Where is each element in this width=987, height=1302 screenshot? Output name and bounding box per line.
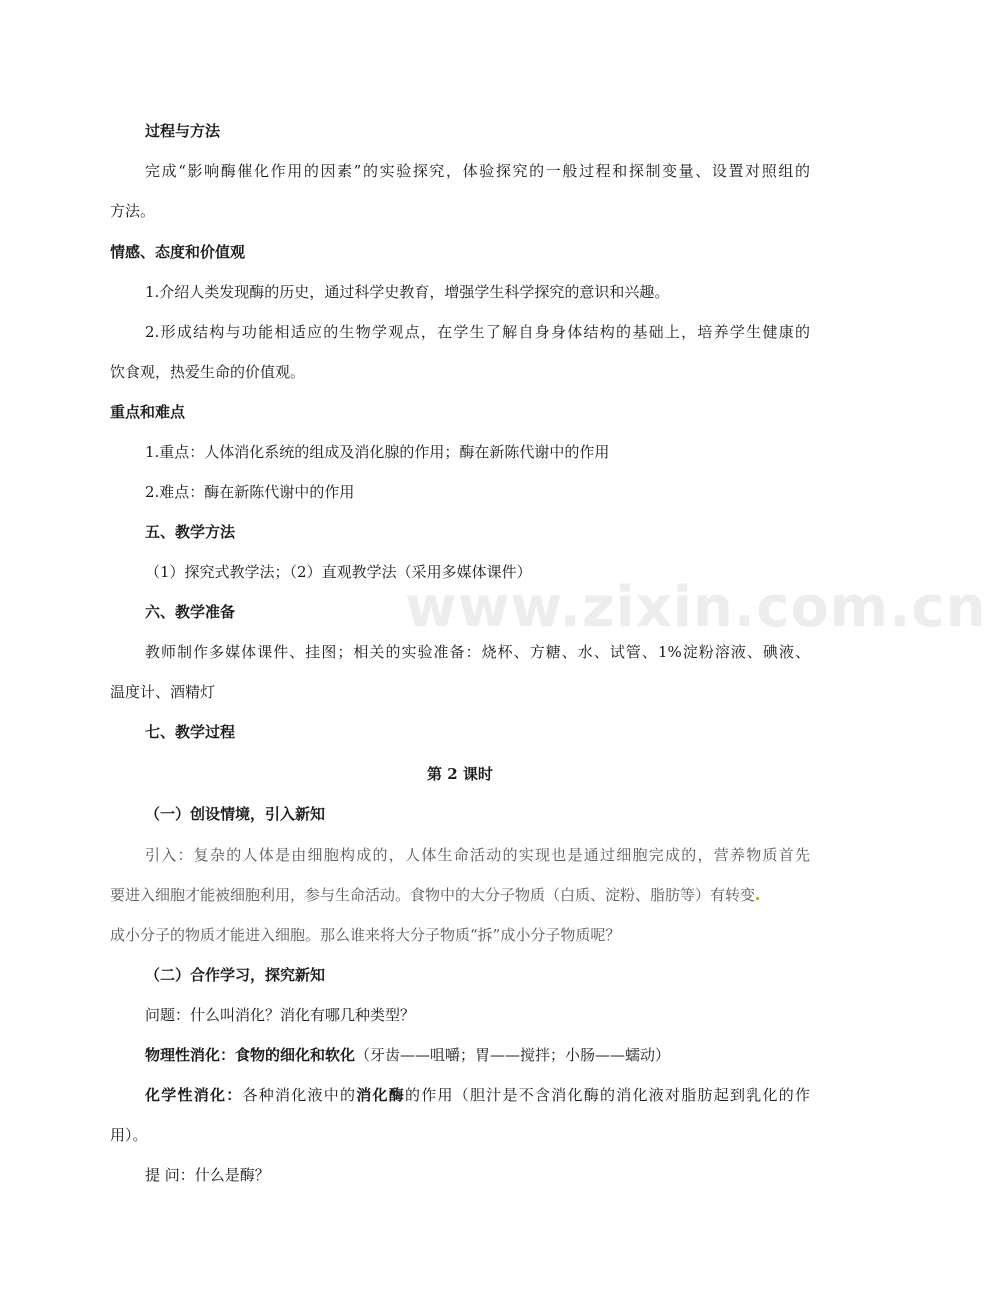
lesson-title: 第 2 课时 <box>427 765 493 783</box>
paragraph-line <box>110 885 800 905</box>
paragraph-line: 2.形成结构与功能相适应的生物学观点，在学生了解自身身体结构的基础上，培养学生健康的 <box>145 323 810 341</box>
paragraph-line: 1.重点：人体消化系统的组成及消化腺的作用；酶在新陈代谢中的作用 <box>145 443 610 461</box>
paragraph-line: 用）。 <box>110 1126 148 1144</box>
paragraph-line: 提 问：什么是酶？ <box>145 1166 270 1184</box>
paragraph-line: 引入：复杂的人体是由细胞构成的，人体生命活动的实现也是通过细胞完成的，营养物质首先 <box>145 846 810 864</box>
paragraph-line: （1）探究式教学法；（2）直观教学法（采用多媒体课件） <box>145 563 532 581</box>
paragraph-line: 饮食观，热爱生命的价值观。 <box>110 363 306 381</box>
term-physical-digestion: 物理性消化：食物的细化和软化 <box>145 1046 356 1064</box>
watermark: www.zixin.com.cn <box>405 575 987 640</box>
paragraph-text: 的作用（胆汁是不含消化酶的消化液对脂肪起到乳化的作 <box>405 1086 810 1104</box>
paragraph-line: 完成“影响酶催化作用的因素”的实验探究，体验探究的一般过程和探制变量、设置对照组的 <box>145 162 810 180</box>
heading-create-situation: （一）创设情境，引入新知 <box>145 805 326 823</box>
paragraph-text: 各种消化液中的 <box>242 1086 357 1104</box>
heading-teaching-methods: 五、教学方法 <box>145 523 236 541</box>
paragraph-text: （牙齿——咀嚼；胃——搅拌；小肠——蠕动） <box>355 1046 671 1064</box>
paragraph-line: 问题：什么叫消化？消化有哪几种类型？ <box>145 1006 416 1024</box>
heading-teaching-process: 七、教学过程 <box>145 723 236 741</box>
heading-emotion-values: 情感、态度和价值观 <box>110 243 246 261</box>
paragraph-text: 要进入细胞才能被细胞利用，参与生命活动。食物中的大分子物质（白质、淀粉、脂肪等）有转变 <box>110 886 756 904</box>
paragraph-line: 1.介绍人类发现酶的历史，通过科学史教育，增强学生科学探究的意识和兴趣。 <box>145 283 670 301</box>
paragraph-line: 方法。 <box>110 202 156 220</box>
heading-process-method: 过程与方法 <box>145 122 221 140</box>
paragraph-line-chemical-digestion <box>145 1085 810 1105</box>
term-chemical-digestion: 化学性消化： <box>145 1086 243 1104</box>
paragraph-line-physical-digestion <box>145 1045 810 1065</box>
heading-key-points: 重点和难点 <box>110 403 186 421</box>
paragraph-line: 2.难点：酶在新陈代谢中的作用 <box>145 483 355 501</box>
heading-teaching-preparation: 六、教学准备 <box>145 603 236 621</box>
paragraph-line: 温度计、酒精灯 <box>110 683 216 701</box>
paragraph-line: 成小分子的物质才能进入细胞。那么谁来将大分子物质“拆”成小分子物质呢？ <box>110 926 621 944</box>
dot-mark <box>756 897 759 900</box>
term-digestive-enzyme: 消化酶 <box>356 1086 405 1104</box>
heading-cooperative-learning: （二）合作学习，探究新知 <box>145 966 326 984</box>
paragraph-line: 教师制作多媒体课件、挂图；相关的实验准备：烧杯、方糖、水、试管、1%淀粉溶液、碘液、 <box>145 643 810 661</box>
